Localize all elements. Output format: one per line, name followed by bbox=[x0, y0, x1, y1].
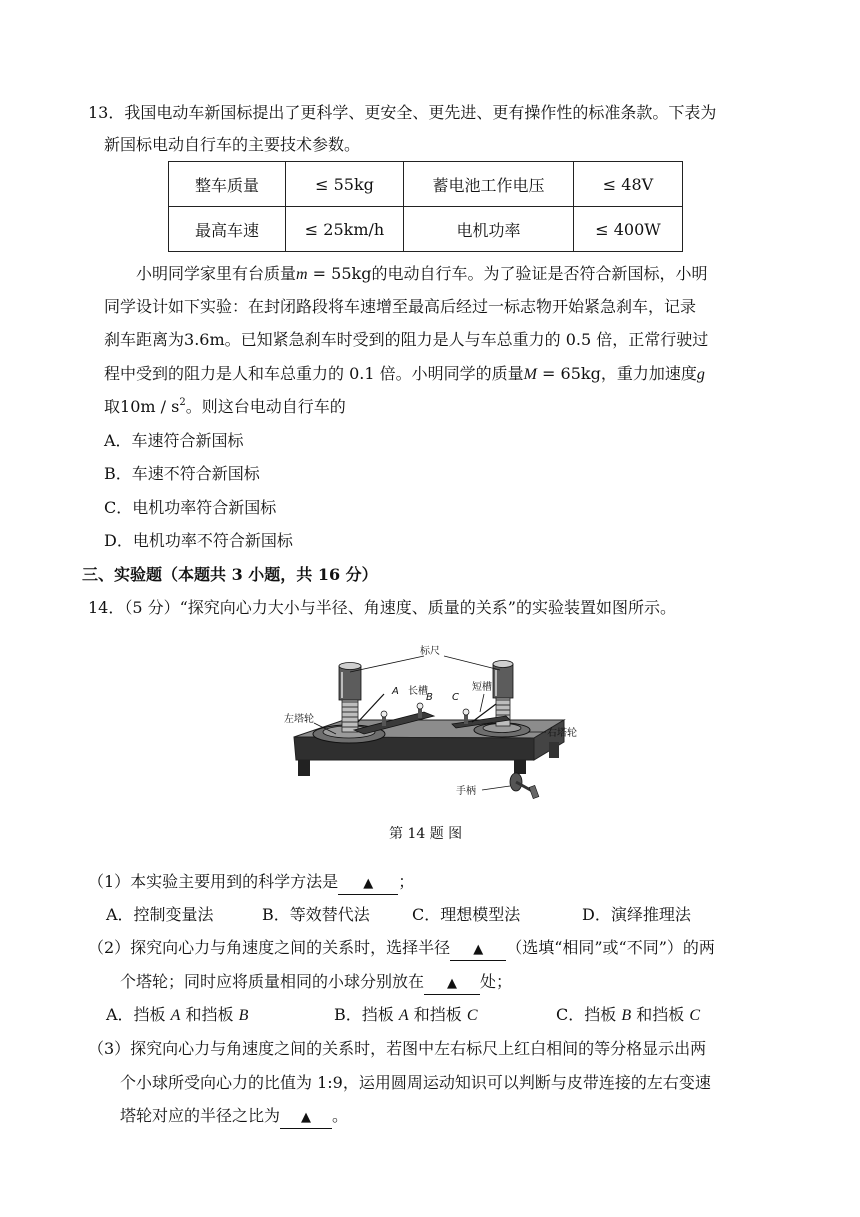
table-row bbox=[169, 162, 683, 207]
leg-front-left bbox=[298, 760, 310, 776]
table-cell: 最高车速 bbox=[169, 207, 286, 252]
table-cell: ≤ 25km/h bbox=[286, 207, 404, 252]
q14-part2-line2: 个塔轮；同时应将质量相同的小球分别放在 ▲ 处； bbox=[120, 970, 512, 995]
centripetal-force-apparatus-figure bbox=[284, 642, 584, 822]
label-c: C bbox=[452, 692, 459, 703]
q13-option-c[interactable]: C．电机功率符合新国标 bbox=[104, 498, 277, 517]
table-cell: 蓄电池工作电压 bbox=[404, 162, 574, 207]
label-long-slot: 长槽 bbox=[408, 686, 428, 697]
table-cell: ≤ 55kg bbox=[286, 162, 404, 207]
q13-para-line2: 同学设计如下实验：在封闭路段将车速增至最高后经过一标志物开始紧急刹车，记录 bbox=[104, 297, 697, 316]
answer-blank-4[interactable]: ▲ bbox=[280, 1106, 332, 1129]
label-a: A bbox=[392, 686, 399, 697]
table-cell: ≤ 400W bbox=[574, 207, 683, 252]
leg-back-right bbox=[549, 742, 559, 758]
q13-para-line5: 取$10m / s^2$。则这台电动自行车的 bbox=[104, 397, 346, 416]
q13-para-line3: 刹车距离为3.6m。已知紧急刹车时受到的阻力是人与车总重力的 0.5 倍，正常行驶过 bbox=[104, 330, 709, 349]
q14-stem: 14．（5 分）“探究向心力大小与半径、角速度、质量的关系”的实验装置如图所示。 bbox=[88, 598, 676, 617]
leg-front-right bbox=[514, 760, 526, 774]
answer-blank-1[interactable]: ▲ bbox=[338, 872, 398, 895]
q13-option-b[interactable]: B．车速不符合新国标 bbox=[104, 464, 260, 483]
q14-part3-line2: 个小球所受向心力的比值为 1:9，运用圆周运动知识可以判断与皮带连接的左右变速 bbox=[120, 1073, 711, 1092]
label-short-slot: 短槽 bbox=[472, 682, 492, 693]
answer-blank-3[interactable]: ▲ bbox=[424, 972, 480, 995]
figure-caption: 第 14 题 图 bbox=[389, 826, 463, 842]
label-right-pulley: 右塔轮 bbox=[547, 728, 577, 739]
q14-p2-option-a[interactable]: A．挡板 A 和挡板 B bbox=[106, 1005, 249, 1024]
q13-intro-line1: 13．我国电动车新国标提出了更科学、更安全、更先进、更有操作性的标准条款。下表为 bbox=[88, 103, 717, 122]
q14-p2-option-c[interactable]: C．挡板 B 和挡板 C bbox=[556, 1005, 700, 1024]
q14-part2-line1: （2）探究向心力与角速度之间的关系时，选择半径 ▲ （选填“相同”或“不同”）的两 bbox=[88, 936, 715, 961]
q13-number: 13． bbox=[88, 103, 125, 122]
table-cell: 整车质量 bbox=[169, 162, 286, 207]
q13-para-line1: 小明同学家里有台质量m = 55kg的电动自行车。为了验证是否符合新国标，小明 bbox=[136, 264, 708, 283]
q14-part3-line3: 塔轮对应的半径之比为 ▲ 。 bbox=[120, 1104, 348, 1129]
q13-para-line4: 程中受到的阻力是人和车总重力的 0.1 倍。小明同学的质量M = 65kg，重力加速度g bbox=[104, 364, 705, 383]
q13-option-d[interactable]: D．电机功率不符合新国标 bbox=[104, 531, 293, 550]
q14-p1-option-c[interactable]: C．理想模型法 bbox=[412, 905, 521, 924]
q13-intro-line2: 新国标电动自行车的主要技术参数。 bbox=[104, 135, 361, 154]
q14-p1-option-d[interactable]: D．演绎推理法 bbox=[582, 905, 691, 924]
q14-part3-line1: （3）探究向心力与角速度之间的关系时，若图中左右标尺上红白相间的等分格显示出两 bbox=[88, 1039, 707, 1058]
label-handle: 手柄 bbox=[456, 786, 476, 797]
q14-part1: （1）本实验主要用到的科学方法是 ▲ ； bbox=[88, 870, 414, 895]
spec-table bbox=[168, 161, 683, 252]
label-left-pulley: 左塔轮 bbox=[284, 714, 314, 725]
q14-p2-option-b[interactable]: B．挡板 A 和挡板 C bbox=[334, 1005, 478, 1024]
table-cell: ≤ 48V bbox=[574, 162, 683, 207]
q14-p1-option-b[interactable]: B．等效替代法 bbox=[262, 905, 370, 924]
label-b: B bbox=[426, 692, 433, 703]
answer-blank-2[interactable]: ▲ bbox=[450, 938, 506, 961]
section-title: 三、实验题（本题共 3 小题，共 16 分） bbox=[82, 565, 378, 584]
table-cell: 电机功率 bbox=[404, 207, 574, 252]
q13-option-a[interactable]: A．车速符合新国标 bbox=[104, 431, 244, 450]
q14-p1-option-a[interactable]: A．控制变量法 bbox=[106, 905, 214, 924]
label-ruler: 标尺 bbox=[420, 646, 440, 657]
table-row bbox=[169, 207, 683, 252]
